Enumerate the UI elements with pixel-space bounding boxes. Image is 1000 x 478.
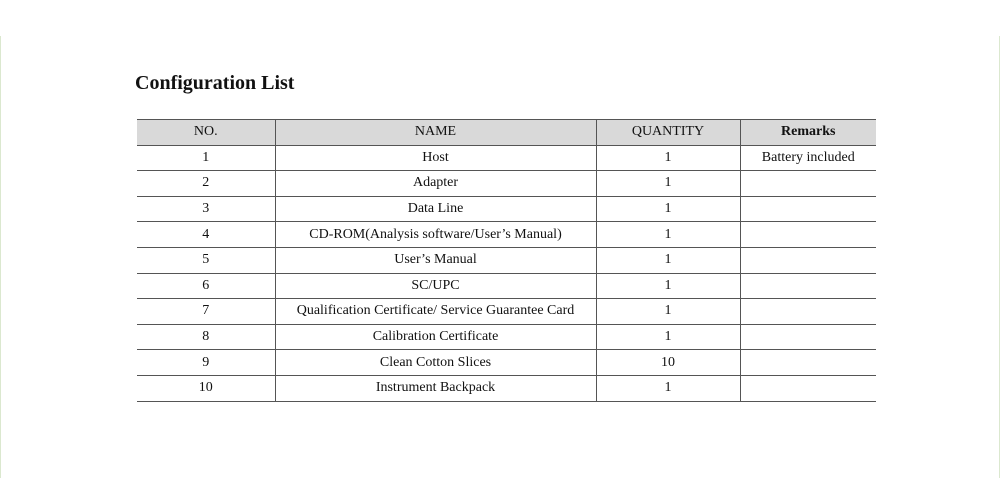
cell-no: 1 <box>137 145 275 171</box>
page-title: Configuration List <box>135 72 295 94</box>
cell-quantity: 1 <box>596 299 740 325</box>
cell-no: 6 <box>137 273 275 299</box>
table-row <box>137 350 876 376</box>
cell-name: Clean Cotton Slices <box>275 350 596 376</box>
cell-name: SC/UPC <box>275 273 596 299</box>
cell-remarks <box>740 350 876 376</box>
cell-quantity: 1 <box>596 222 740 248</box>
cell-remarks <box>740 222 876 248</box>
table-header-row <box>137 120 876 146</box>
cell-quantity: 1 <box>596 375 740 401</box>
cell-no: 8 <box>137 324 275 350</box>
cell-quantity: 1 <box>596 145 740 171</box>
cell-quantity: 1 <box>596 196 740 222</box>
table-row <box>137 222 876 248</box>
cell-remarks <box>740 324 876 350</box>
cell-quantity: 1 <box>596 273 740 299</box>
cell-name: Data Line <box>275 196 596 222</box>
cell-name: Instrument Backpack <box>275 375 596 401</box>
cell-quantity: 10 <box>596 350 740 376</box>
cell-no: 7 <box>137 299 275 325</box>
cell-no: 3 <box>137 196 275 222</box>
cell-name: Adapter <box>275 171 596 197</box>
cell-remarks <box>740 375 876 401</box>
cell-quantity: 1 <box>596 171 740 197</box>
header-no: NO. <box>137 120 275 146</box>
header-remarks: Remarks <box>740 120 876 146</box>
table-row <box>137 324 876 350</box>
cell-name: Qualification Certificate/ Service Guarantee Card <box>275 299 596 325</box>
cell-remarks <box>740 273 876 299</box>
table-row <box>137 299 876 325</box>
cell-remarks <box>740 196 876 222</box>
cell-name: Calibration Certificate <box>275 324 596 350</box>
table-row <box>137 145 876 171</box>
configuration-table <box>137 119 876 402</box>
cell-no: 9 <box>137 350 275 376</box>
cell-remarks <box>740 299 876 325</box>
header-quantity: QUANTITY <box>596 120 740 146</box>
cell-no: 5 <box>137 247 275 273</box>
cell-quantity: 1 <box>596 324 740 350</box>
cell-no: 10 <box>137 375 275 401</box>
cell-name: Host <box>275 145 596 171</box>
cell-no: 4 <box>137 222 275 248</box>
cell-name: User’s Manual <box>275 247 596 273</box>
table-row <box>137 273 876 299</box>
table-row <box>137 196 876 222</box>
header-name: NAME <box>275 120 596 146</box>
table-row <box>137 171 876 197</box>
page-frame-left-border <box>0 36 1 478</box>
cell-remarks: Battery included <box>740 145 876 171</box>
cell-name: CD-ROM(Analysis software/User’s Manual) <box>275 222 596 248</box>
table-row <box>137 247 876 273</box>
cell-remarks <box>740 171 876 197</box>
cell-remarks <box>740 247 876 273</box>
table-row <box>137 375 876 401</box>
cell-no: 2 <box>137 171 275 197</box>
cell-quantity: 1 <box>596 247 740 273</box>
